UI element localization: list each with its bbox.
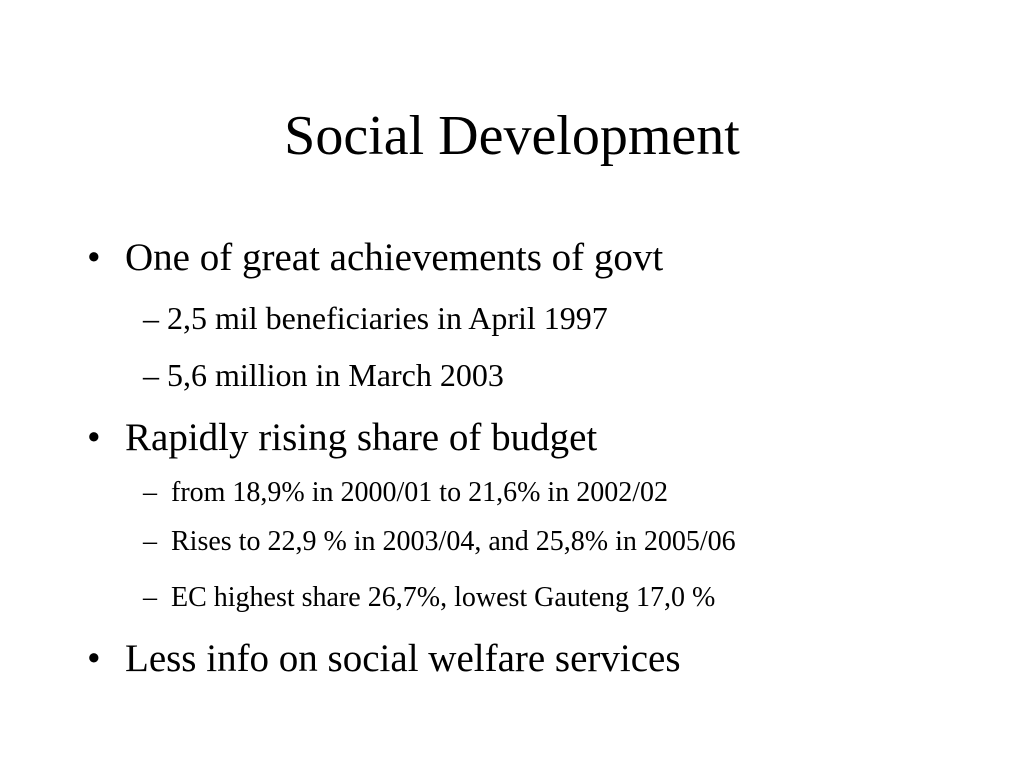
bullet-text: Less info on social welfare services xyxy=(125,637,681,680)
bullet-marker: • xyxy=(87,236,101,279)
sub-bullet-text: Rises to 22,9 % in 2003/04, and 25,8% in 2005/06 xyxy=(171,526,736,557)
bullet-text: One of great achievements of govt xyxy=(125,236,664,279)
sub-bullet-dash: – xyxy=(143,526,157,557)
slide-title: Social Development xyxy=(284,105,740,167)
sub-bullet-item: – 5,6 million in March 2003 xyxy=(143,357,504,393)
sub-bullet-text: EC highest share 26,7%, lowest Gauteng 17,0 % xyxy=(171,582,716,613)
sub-bullet-text: from 18,9% in 2000/01 to 21,6% in 2002/02 xyxy=(171,477,668,508)
sub-bullet-dash: – xyxy=(143,582,157,613)
sub-bullet-dash: – xyxy=(143,477,157,508)
bullet-marker: • xyxy=(87,637,101,680)
bullet-marker: • xyxy=(87,416,101,459)
sub-bullet-item: – 2,5 mil beneficiaries in April 1997 xyxy=(143,300,608,336)
bullet-text: Rapidly rising share of budget xyxy=(125,416,598,459)
